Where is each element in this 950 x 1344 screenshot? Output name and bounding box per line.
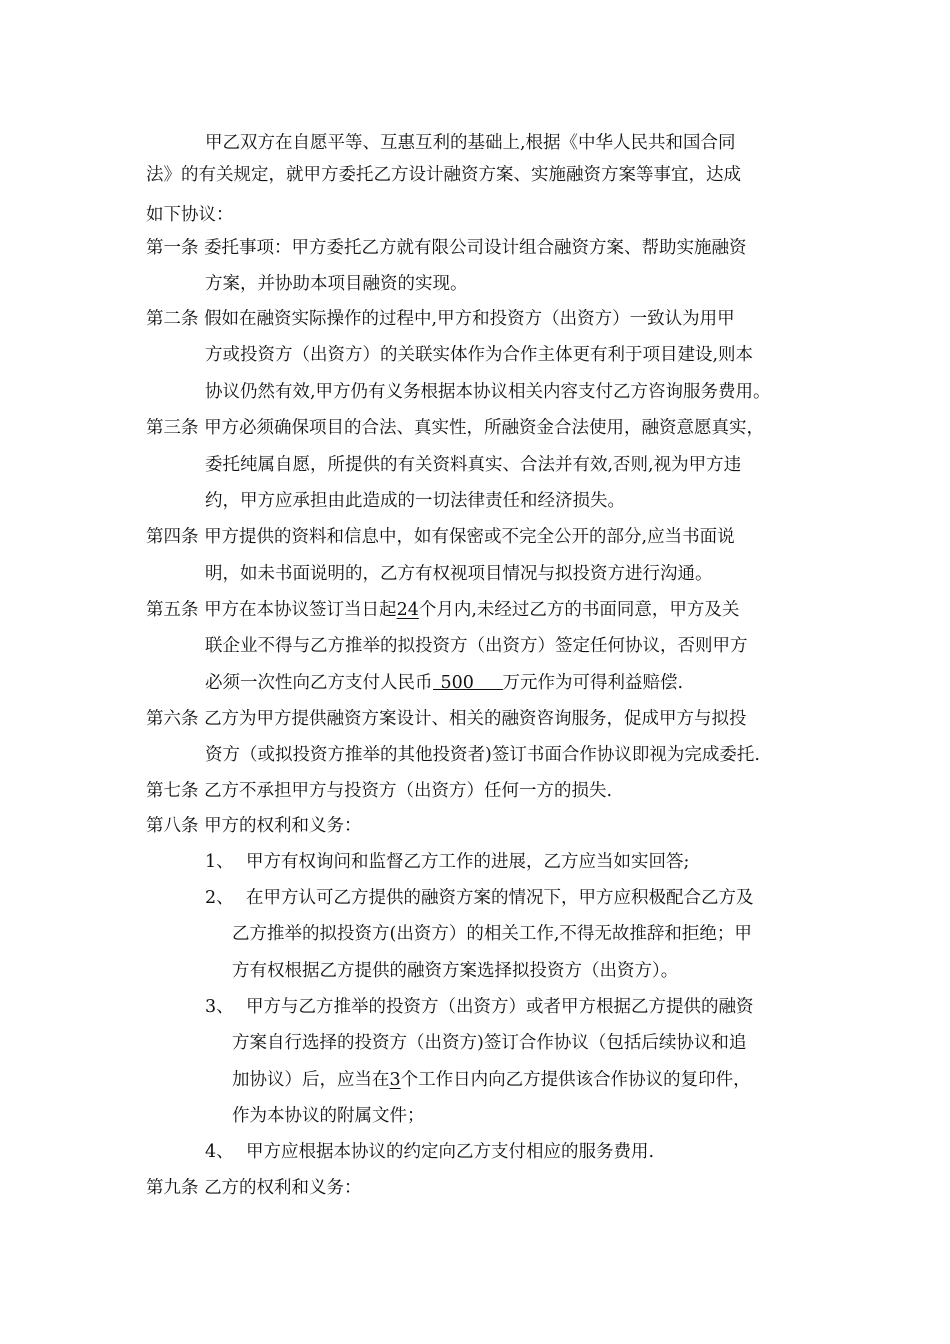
article-7-line-1: 第七条 乙方不承担甲方与投资方（出资方）任何一方的损失.: [146, 781, 613, 801]
article-8-item-4-number: 4、: [205, 1142, 234, 1162]
amount-value: 500: [440, 673, 474, 693]
article-3-line-1: 第三条 甲方必须确保项目的合法、真实性，所融资金合法使用，融资意愿真实，: [146, 418, 765, 438]
article-8-item-3-line-3-pre: 加协议）后，应当在: [232, 1070, 390, 1090]
article-2-line-1: 第二条 假如在融资实际操作的过程中,甲方和投资方（出资方）一致认为用甲: [146, 309, 735, 329]
months-value: 24: [396, 600, 419, 620]
article-8-item-4: 甲方应根据本协议的约定向乙方支付相应的服务费用.: [246, 1142, 655, 1162]
article-8-item-2-line-1: 在甲方认可乙方提供的融资方案的情况下，甲方应积极配合乙方及: [246, 888, 754, 908]
article-8-item-1: 甲方有权询问和监督乙方工作的进展，乙方应当如实回答;: [246, 852, 690, 872]
article-5-line-3-post: 万元作为可得利益赔偿.: [502, 673, 684, 693]
article-4-line-1: 第四条 甲方提供的资料和信息中，如有保密或不完全公开的部分,应当书面说: [146, 527, 735, 547]
article-4-line-2: 明，如未书面说明的，乙方有权视项目情况与拟投资方进行沟通。: [205, 564, 713, 584]
article-8-item-2-line-2: 乙方推举的拟投资方(出资方）的相关工作,不得无故推辞和拒绝；甲: [232, 924, 752, 944]
article-9-title: 第九条 乙方的权利和义务：: [146, 1178, 362, 1198]
article-8-item-1-number: 1、: [205, 852, 234, 872]
article-6-line-2: 资方（或拟投资方推举的其他投资者)签订书面合作协议即视为完成委托.: [205, 745, 760, 765]
article-8-item-3-line-2: 方案自行选择的投资方（出资方)签订合作协议（包括后续协议和追: [232, 1033, 747, 1053]
article-5-line-1-post: 个月内,未经过乙方的书面同意，甲方及关: [418, 600, 740, 620]
article-8-item-2-number: 2、: [205, 888, 234, 908]
days-value: 3: [389, 1070, 401, 1090]
amount-blank: [433, 671, 503, 693]
article-5-line-3-pre: 必须一次性向乙方支付人民币: [205, 673, 433, 693]
article-5-line-3: [205, 671, 683, 695]
article-2-line-2: 方或投资方（出资方）的关联实体作为合作主体更有利于项目建设,则本: [205, 345, 754, 365]
article-5-line-1-pre: 第五条 甲方在本协议签订当日起: [146, 600, 397, 620]
article-2-line-3: 协议仍然有效,甲方仍有义务根据本协议相关内容支付乙方咨询服务费用。: [205, 382, 771, 402]
article-8-item-2-line-3: 方有权根据乙方提供的融资方案选择拟投资方（出资方）。: [232, 961, 679, 981]
article-8-item-3-line-3: [232, 1068, 751, 1092]
article-8-item-3-line-1: 甲方与乙方推举的投资方（出资方）或者甲方根据乙方提供的融资: [246, 997, 754, 1017]
article-8-item-3-number: 3、: [205, 997, 234, 1017]
intro-line-3: 如下协议：: [146, 205, 234, 225]
article-3-line-2: 委托纯属自愿，所提供的有关资料真实、合法并有效,否则,视为甲方违: [205, 455, 742, 475]
article-5-line-1: [146, 598, 739, 622]
intro-line-1: 甲乙双方在自愿平等、互惠互利的基础上,根据《中华人民共和国合同: [205, 133, 736, 153]
article-3-line-3: 约，甲方应承担由此造成的一切法律责任和经济损失。: [205, 491, 625, 511]
article-5-line-2: 联企业不得与乙方推举的拟投资方（出资方）签定任何协议，否则甲方: [205, 636, 748, 656]
article-8-item-3-line-3-post: 个工作日内向乙方提供该合作协议的复印件，: [400, 1070, 751, 1090]
intro-line-2: 法》的有关规定，就甲方委托乙方设计融资方案、实施融资方案等事宜，达成: [146, 165, 741, 185]
article-1-line-1: 第一条 委托事项：甲方委托乙方就有限公司设计组合融资方案、帮助实施融资: [146, 238, 747, 258]
article-8-title: 第八条 甲方的权利和义务：: [146, 816, 362, 836]
article-8-item-3-line-4: 作为本协议的附属文件；: [232, 1106, 425, 1126]
article-6-line-1: 第六条 乙方为甲方提供融资方案设计、相关的融资咨询服务，促成甲方与拟投: [146, 709, 747, 729]
article-1-line-2: 方案，并协助本项目融资的实现。: [205, 274, 468, 294]
